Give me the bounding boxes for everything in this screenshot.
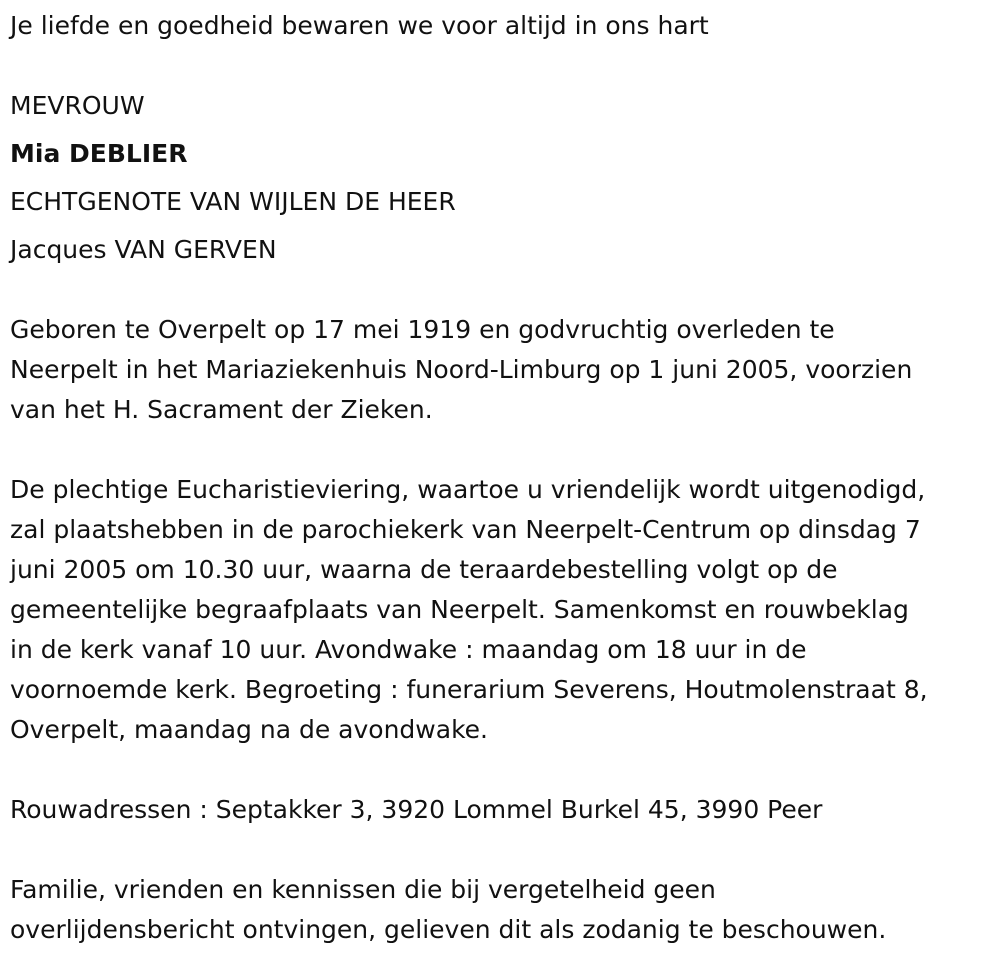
ceremony-line: in de kerk vanaf 10 uur. Avondwake : maandag om 18 uur in de: [10, 635, 807, 664]
ceremony-line: zal plaatshebben in de parochiekerk van Neerpelt-Centrum op dinsdag 7: [10, 515, 921, 544]
motto-line: Je liefde en goedheid bewaren we voor altijd in ons hart: [10, 11, 709, 40]
ceremony-line: juni 2005 om 10.30 uur, waarna de teraardebestelling volgt op de: [10, 555, 838, 584]
closing-line: overlijdensbericht ontvingen, gelieven dit als zodanig te beschouwen.: [10, 915, 887, 944]
birth-death-line: Neerpelt in het Mariaziekenhuis Noord-Limburg op 1 juni 2005, voorzien: [10, 355, 913, 384]
ceremony-line: voornoemde kerk. Begroeting : funerarium Severens, Houtmolenstraat 8,: [10, 675, 928, 704]
spouse-name: Jacques VAN GERVEN: [10, 235, 277, 264]
mourning-addresses: Rouwadressen : Septakker 3, 3920 Lommel Burkel 45, 3990 Peer: [10, 795, 823, 824]
closing-line: Familie, vrienden en kennissen die bij vergetelheid geen: [10, 875, 716, 904]
birth-death-line: Geboren te Overpelt op 17 mei 1919 en godvruchtig overleden te: [10, 315, 835, 344]
deceased-name: Mia DEBLIER: [10, 139, 188, 168]
ceremony-line: gemeentelijke begraafplaats van Neerpelt. Samenkomst en rouwbeklag: [10, 595, 909, 624]
birth-death-line: van het H. Sacrament der Zieken.: [10, 395, 433, 424]
honorific: MEVROUW: [10, 91, 145, 120]
ceremony-line: Overpelt, maandag na de avondwake.: [10, 715, 488, 744]
relation-line: ECHTGENOTE VAN WIJLEN DE HEER: [10, 187, 456, 216]
ceremony-line: De plechtige Eucharistieviering, waartoe u vriendelijk wordt uitgenodigd,: [10, 475, 926, 504]
